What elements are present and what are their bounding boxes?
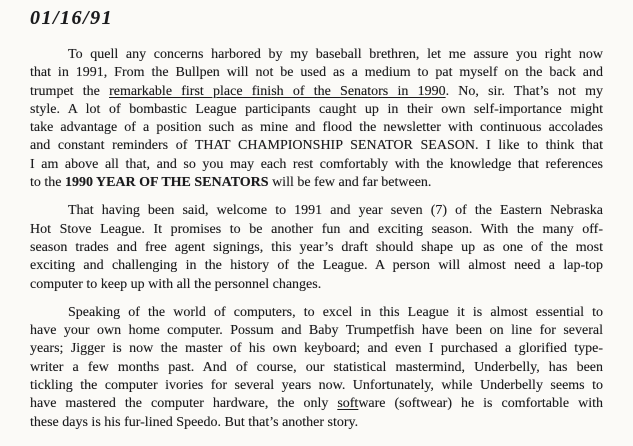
text-line bbox=[30, 377, 603, 395]
text-segment: take advantage of a position such as mine and flood the newsletter with continuous accolades bbox=[30, 120, 603, 136]
text-line bbox=[30, 340, 603, 358]
text-line bbox=[30, 322, 603, 340]
text-line bbox=[30, 119, 603, 137]
text-line bbox=[30, 174, 603, 192]
text-line bbox=[30, 414, 603, 432]
underlined-segment: remarkable first place finish of the Senators in 1990 bbox=[109, 83, 446, 99]
text-line bbox=[30, 304, 603, 322]
text-line bbox=[30, 221, 603, 239]
text-line bbox=[30, 257, 603, 275]
text-segment: I am above all that, and so you may each rest comfortably with the knowledge that references bbox=[30, 156, 603, 172]
text-segment: Hot Stove League. It promises to be another fun and exciting season. With the many off- bbox=[30, 221, 603, 237]
text-segment: that in 1991, From the Bullpen will not be used as a medium to pat myself on the back and bbox=[30, 65, 603, 81]
text-line bbox=[30, 83, 603, 101]
paragraph-3 bbox=[30, 304, 603, 432]
text-segment: season trades and free agent signings, this year’s draft should shape up as one of the most bbox=[30, 239, 603, 255]
text-line bbox=[30, 156, 603, 174]
text-segment: Speaking of the world of computers, to excel in this League it is almost essential to bbox=[68, 304, 603, 320]
text-line bbox=[30, 64, 603, 82]
text-segment: computer to keep up with all the personnel changes. bbox=[30, 276, 322, 292]
text-segment: have your own home computer. Possum and Baby Trumpetfish have been on line for several bbox=[30, 323, 603, 339]
document-date: 01/16/91 bbox=[30, 7, 114, 29]
text-segment: years; Jigger is now the master of his own keyboard; and even I purchased a glorified type- bbox=[30, 341, 603, 357]
bold-segment: 1990 YEAR OF THE SENATORS bbox=[65, 175, 269, 191]
document-body bbox=[30, 46, 603, 442]
text-segment: style. A lot of bombastic League participants caught up in their own self-importance might bbox=[30, 101, 603, 117]
text-segment: To quell any concerns harbored by my baseball brethren, let me assure you right now bbox=[68, 47, 603, 62]
text-segment: and constant reminders of THAT CHAMPIONSHIP SENATOR SEASON. I like to think that bbox=[30, 138, 603, 154]
text-segment: writer a few months past. And of course, our statistical mastermind, Underbelly, has been bbox=[30, 359, 603, 375]
text-segment: these days is his fur-lined Speedo. But that’s another story. bbox=[30, 414, 359, 430]
paragraph-1 bbox=[30, 46, 603, 192]
text-segment: have mastered the computer hardware, the only bbox=[30, 396, 338, 412]
text-segment: . No, sir. That’s not my bbox=[445, 83, 603, 99]
underlined-segment: soft bbox=[337, 396, 359, 412]
text-segment: exciting and challenging in the history of the League. A person will almost need a lap-top bbox=[30, 258, 603, 274]
text-segment: tickling the computer ivories for several years now. Unfortunately, while Underbelly seems to bbox=[30, 378, 603, 394]
text-line bbox=[30, 137, 603, 155]
paragraph-2 bbox=[30, 202, 603, 293]
text-line bbox=[30, 395, 603, 413]
text-line bbox=[30, 276, 603, 294]
text-line bbox=[30, 239, 603, 257]
text-segment: will be few and far between. bbox=[268, 175, 432, 191]
text-segment: ware (softwear) he is comfortable with bbox=[358, 396, 603, 412]
text-line bbox=[30, 46, 603, 64]
text-line bbox=[30, 202, 603, 220]
text-segment: to the bbox=[30, 175, 65, 191]
text-segment: That having been said, welcome to 1991 and year seven (7) of the Eastern Nebraska bbox=[68, 203, 603, 219]
text-line bbox=[30, 101, 603, 119]
text-segment: trumpet the bbox=[30, 83, 110, 99]
text-line bbox=[30, 359, 603, 377]
